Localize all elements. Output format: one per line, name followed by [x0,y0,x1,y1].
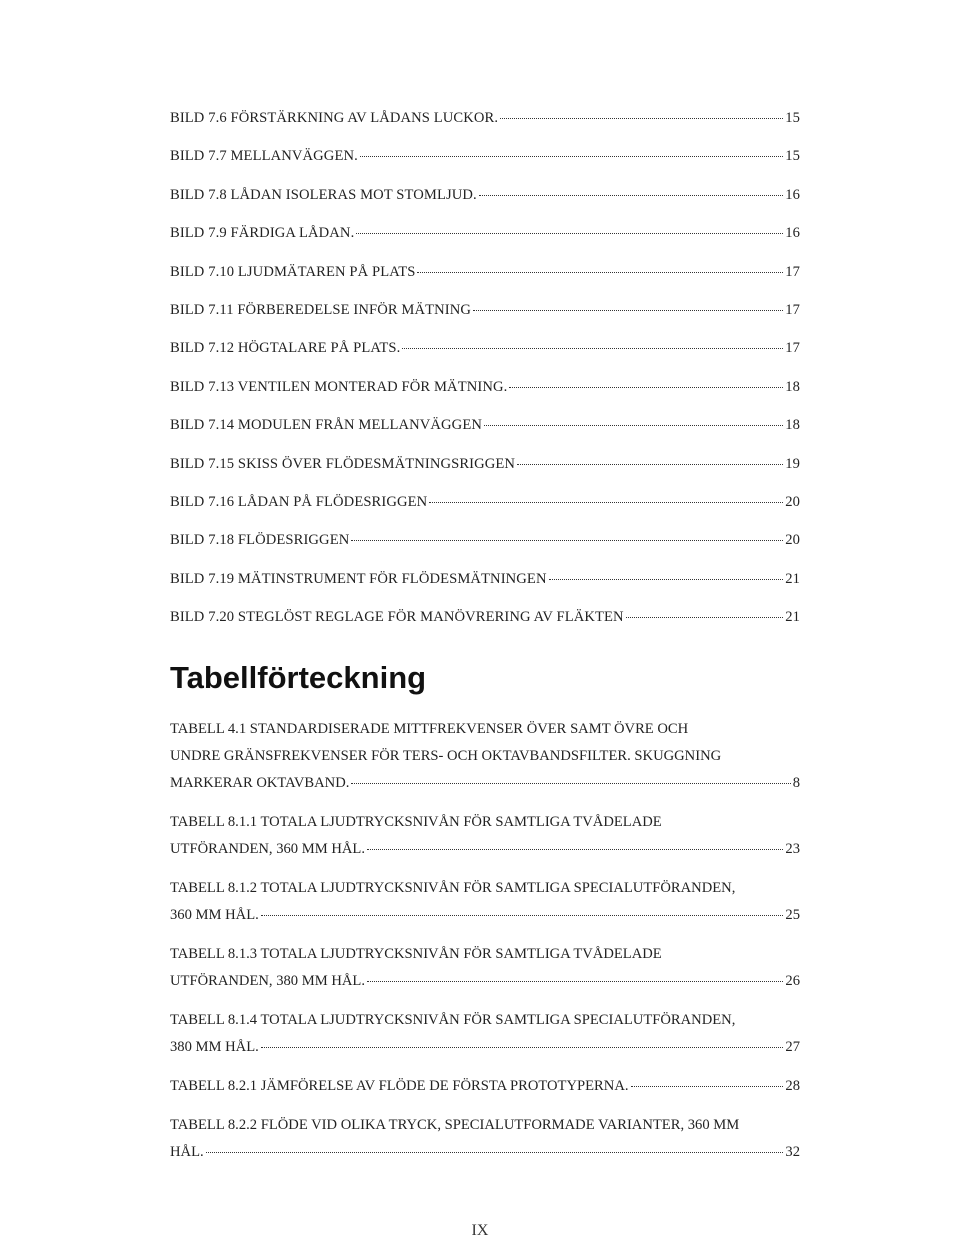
table-entry[interactable] [170,1073,800,1100]
figure-entry[interactable] [170,456,800,494]
dot-leader [473,310,783,311]
table-entry[interactable] [170,875,800,929]
dot-leader [479,195,783,196]
table-entry-page: 32 [785,1144,800,1160]
figure-entry-label: BILD 7.14 MODULEN FRÅN MELLANVÄGGEN [170,417,482,434]
dot-leader [484,425,783,426]
figure-entry-page: 15 [785,148,800,165]
table-entry-label: MARKERAR OKTAVBAND. [170,775,350,791]
dot-leader [351,783,790,784]
figure-entry-label: BILD 7.20 STEGLÖST REGLAGE FÖR MANÖVRERING AV FLÄKTEN [170,609,624,626]
figure-entry-page: 18 [785,417,800,434]
table-entry-line: TABELL 8.1.2 TOTALA LJUDTRYCKSNIVÅN FÖR SAMTLIGA SPECIALUTFÖRANDEN, [170,880,736,896]
figure-entry-page: 18 [785,378,800,395]
page-number: IX [471,1222,489,1239]
figure-entry-label: BILD 7.15 SKISS ÖVER FLÖDESMÄTNINGSRIGGEN [170,455,516,472]
figure-entry-label: BILD 7.8 LÅDAN ISOLERAS MOT STOMLJUD. [170,186,477,203]
table-entry-last-line [170,968,800,995]
figure-entry-label: BILD 7.16 LÅDAN PÅ FLÖDESRIGGEN [170,493,428,510]
table-entry-line: TABELL 4.1 STANDARDISERADE MITTFREKVENSER ÖVER SAMT ÖVRE OCH [170,721,689,737]
dot-leader [356,233,783,234]
table-entry-last-line [170,770,800,797]
table-entry-page: 25 [785,907,800,923]
table-entry-line: TABELL 8.1.1 TOTALA LJUDTRYCKSNIVÅN FÖR SAMTLIGA TVÅDELADE [170,814,662,830]
figure-entry-label: BILD 7.10 LJUDMÄTAREN PÅ PLATS [170,263,416,280]
dot-leader [360,156,783,157]
dot-leader [417,272,783,273]
figure-entry-label: BILD 7.6 FÖRSTÄRKNING AV LÅDANS LUCKOR. [170,110,499,126]
figure-entry-label: BILD 7.19 MÄTINSTRUMENT FÖR FLÖDESMÄTNINGEN [170,570,547,587]
table-entry-line: TABELL 8.1.4 TOTALA LJUDTRYCKSNIVÅN FÖR SAMTLIGA SPECIALUTFÖRANDEN, [170,1012,736,1028]
table-entry-line: TABELL 8.2.2 FLÖDE VID OLIKA TRYCK, SPECIALUTFORMADE VARIANTER, 360 MM [170,1117,740,1133]
table-entry-last-line [170,902,800,929]
dot-leader [517,464,783,465]
table-entry-label: HÅL. [170,1144,204,1160]
table-entry-last-line [170,1073,800,1100]
figure-entry-page: 17 [785,340,800,357]
table-entry-label: TABELL 8.2.1 JÄMFÖRELSE AV FLÖDE DE FÖRSTA PROTOTYPERNA. [170,1078,629,1094]
table-entry[interactable] [170,809,800,863]
figure-entry[interactable] [170,494,800,532]
table-entry-line: UNDRE GRÄNSFREKVENSER FÖR TERS- OCH OKTAVBANDSFILTER. SKUGGNING [170,748,722,764]
figure-entry-label: BILD 7.12 HÖGTALARE PÅ PLATS. [170,340,401,357]
figure-entry[interactable] [170,110,800,148]
figure-entry[interactable] [170,302,800,340]
table-entry-page: 26 [785,973,800,989]
dot-leader [261,915,784,916]
figure-entry[interactable] [170,264,800,302]
table-entry-page: 28 [785,1078,800,1094]
table-entry-label: UTFÖRANDEN, 380 MM HÅL. [170,973,365,989]
table-entry-page: 27 [785,1039,800,1055]
figure-entry-page: 17 [785,301,800,318]
table-entry-label: 380 MM HÅL. [170,1039,259,1055]
dot-leader [626,617,784,618]
dot-leader [500,118,783,119]
table-entry-last-line [170,1139,800,1166]
dot-leader [402,348,783,349]
figure-entry[interactable] [170,340,800,378]
dot-leader [206,1152,784,1153]
dot-leader [351,540,783,541]
figure-entry-label: BILD 7.13 VENTILEN MONTERAD FÖR MÄTNING. [170,378,508,395]
figure-entry[interactable] [170,379,800,417]
table-entry[interactable] [170,1007,800,1061]
table-entry-last-line [170,836,800,863]
figure-entry[interactable] [170,148,800,186]
figure-entry-label: BILD 7.11 FÖRBEREDELSE INFÖR MÄTNING [170,301,472,318]
figure-entry-label: BILD 7.18 FLÖDESRIGGEN [170,532,350,549]
table-entry[interactable] [170,1112,800,1166]
figure-entry[interactable] [170,187,800,225]
figure-entry[interactable] [170,417,800,455]
figure-entry-page: 21 [785,570,800,587]
table-entry-last-line [170,1034,800,1061]
figure-entry-page: 21 [785,609,800,626]
dot-leader [631,1086,784,1087]
dot-leader [367,849,783,850]
figure-entry-page: 15 [785,110,800,126]
table-entry-page: 23 [785,841,800,857]
figure-entry-page: 20 [785,532,800,549]
dot-leader [549,579,784,580]
figure-entry-page: 16 [785,225,800,242]
list-of-figures [170,110,800,647]
table-entry-page: 8 [792,775,800,791]
figure-entry[interactable] [170,609,800,647]
figure-entry[interactable] [170,571,800,609]
table-entry[interactable] [170,941,800,995]
table-entry-label: 360 MM HÅL. [170,907,259,923]
figure-entry-page: 16 [785,186,800,203]
figure-entry[interactable] [170,225,800,263]
list-of-tables [170,716,800,1178]
tables-heading: Tabellförteckning [170,660,427,695]
table-entry[interactable] [170,716,800,797]
figure-entry-label: BILD 7.9 FÄRDIGA LÅDAN. [170,225,355,242]
table-entry-line: TABELL 8.1.3 TOTALA LJUDTRYCKSNIVÅN FÖR SAMTLIGA TVÅDELADE [170,946,662,962]
figure-entry[interactable] [170,532,800,570]
figure-entry-page: 20 [785,493,800,510]
figure-entry-page: 19 [785,455,800,472]
dot-leader [429,502,783,503]
figure-entry-label: BILD 7.7 MELLANVÄGGEN. [170,148,358,165]
table-entry-label: UTFÖRANDEN, 360 MM HÅL. [170,841,365,857]
dot-leader [261,1047,784,1048]
dot-leader [367,981,783,982]
dot-leader [509,387,783,388]
figure-entry-page: 17 [785,263,800,280]
